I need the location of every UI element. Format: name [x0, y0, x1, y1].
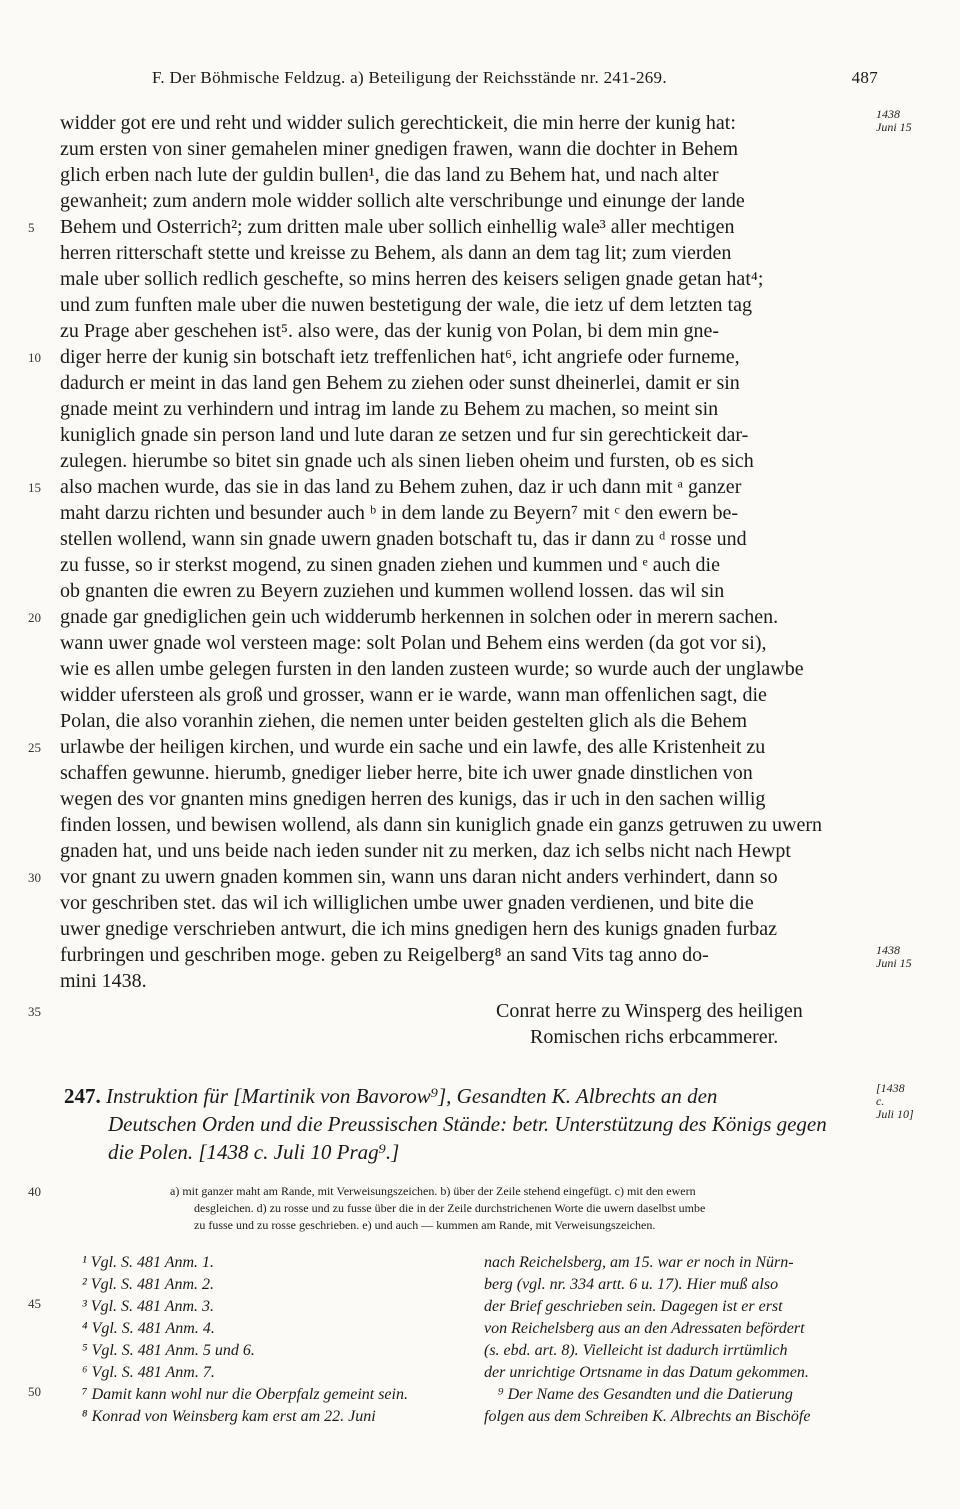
- apparatus-line: desgleichen. d) zu rosse und zu fusse über die in der Zeile durchstrichenen Worte die uwern daselbst umbe: [194, 1201, 706, 1215]
- page-number: 487: [851, 68, 878, 87]
- text-line: widder ufersteen als groß und grosser, wann er ie warde, wann man offenlichen sagt, die: [60, 684, 767, 706]
- text-line: wegen des vor gnanten mins gnedigen herren des kunigs, das ir uch in den sachen willig: [60, 788, 766, 810]
- footnote: ¹ Vgl. S. 481 Anm. 1.: [82, 1254, 215, 1271]
- text-line: uwer gnedige verschrieben antwurt, die ich mins gnedigen hern des kunigs gnaden furbaz: [60, 918, 777, 940]
- text-line: gnade gar gnediglichen gein uch widderumb herkennen in solchen oder in merern sachen.: [60, 606, 779, 628]
- footnote: der Brief geschrieben sein. Dagegen ist er erst: [484, 1298, 783, 1315]
- text-line: vor gnant zu uwern gnaden kommen sin, wann uns daran nicht anders verhindert, dann so: [60, 866, 778, 888]
- margin-date-note: [876, 108, 946, 134]
- text-line: gnaden hat, und uns beide nach ieden sunder nit zu merken, daz ich selbs nicht nach Hewpt: [60, 840, 791, 862]
- line-number: 25: [28, 740, 41, 755]
- footnote: ⁹ Der Name des Gesandten und die Datierung: [498, 1386, 793, 1403]
- text-line: Polan, die also voranhin ziehen, die nemen unter beiden gestelten glich als die Behem: [60, 710, 748, 732]
- text-line: kuniglich gnade sin person land und lute daran ze setzen und fur sin gerechtickeit dar-: [60, 424, 749, 446]
- text-line: maht darzu richten und besunder auch ᵇ in dem lande zu Beyern⁷ mit ᶜ den ewern be-: [60, 502, 739, 524]
- margin-date: Juli 10]: [876, 1107, 914, 1121]
- running-header: [60, 68, 940, 94]
- text-line: dadurch er meint in das land gen Behem zu ziehen oder sunst dheinerlei, damit er sin: [60, 372, 740, 394]
- text-line: wie es allen umbe gelegen fursten in den landen zusteen wurde; so wurde auch der unglawbe: [60, 658, 804, 680]
- margin-date: Juni 15: [876, 120, 912, 134]
- footnote: ² Vgl. S. 481 Anm. 2.: [82, 1276, 215, 1293]
- text-line: gewanheit; zum andern mole widder sollich alte verschribunge und einunge der lande: [60, 190, 745, 212]
- text-line: stellen wollend, wann sin gnade uwern gnaden botschaft tu, das ir dann zu ᵈ rosse und: [60, 528, 747, 550]
- text-line: wann uwer gnade wol versteen mage: solt Polan und Behem eins werden (da got vor si),: [60, 632, 767, 654]
- line-number: 45: [28, 1296, 41, 1311]
- apparatus-line: a) mit ganzer maht am Rande, mit Verweisungszeichen. b) über der Zeile stehend eingefügt. c) mit den ewern: [170, 1184, 696, 1198]
- line-number: 10: [28, 350, 41, 365]
- footnote: ⁸ Konrad von Weinsberg kam erst am 22. Juni: [82, 1408, 376, 1425]
- text-line: urlawbe der heiligen kirchen, und wurde ein sache und ein lawfe, des alle Kristenheit zu: [60, 736, 766, 758]
- text-line: und zum funften male uber die nuwen bestetigung der wale, die ietz uf dem letzten tag: [60, 294, 752, 316]
- footnote: berg (vgl. nr. 334 artt. 6 u. 17). Hier muß also: [484, 1276, 779, 1293]
- margin-date-note: [876, 944, 946, 970]
- text-line: zulegen. hierumbe so bitet sin gnade uch als sinen lieben oheim und fursten, ob es sich: [60, 450, 754, 472]
- footnote: ⁴ Vgl. S. 481 Anm. 4.: [82, 1320, 215, 1337]
- apparatus-line: zu fusse und zu rosse geschrieben. e) und auch — kummen am Rande, mit Verweisungszeichen.: [194, 1218, 656, 1232]
- footnote: ⁷ Damit kann wohl nur die Oberpfalz gemeint sein.: [82, 1386, 408, 1403]
- text-line: mini 1438.: [60, 970, 147, 992]
- regest-line-3: die Polen. [1438 c. Juli 10 Prag⁹.]: [108, 1140, 400, 1164]
- margin-date: Juni 15: [876, 956, 912, 970]
- text-line: Behem und Osterrich²; zum dritten male uber sollich einhellig wale³ aller mechtigen: [60, 216, 735, 238]
- margin-date-note: [876, 1082, 946, 1121]
- text-line: furbringen und geschriben moge. geben zu Reigelberg⁸ an sand Vits tag anno do-: [60, 944, 709, 966]
- signature-line-2: Romischen richs erbcammerer.: [530, 1026, 779, 1048]
- margin-c: c.: [876, 1094, 885, 1108]
- footnote: ⁵ Vgl. S. 481 Anm. 5 und 6.: [82, 1342, 255, 1359]
- regest-number: 247.: [64, 1084, 101, 1108]
- text-line: male uber sollich redlich geschefte, so mins herren des keisers seligen gnade getan hat⁴;: [60, 268, 764, 290]
- text-line: widder got ere und reht und widder sulich gerechtickeit, die min herre der kunig hat:: [60, 112, 736, 134]
- text-line: zu Prage aber geschehen ist⁵. also were, das der kunig von Polan, bi dem min gne-: [60, 320, 720, 342]
- text-line: herren ritterschaft stette und kreisse zu Behem, als dann an dem tag lit; zum vierden: [60, 242, 732, 264]
- text-line: ob gnanten die ewren zu Beyern zuziehen und kummen wollend lossen. das wil sin: [60, 580, 725, 602]
- margin-year: 1438: [876, 107, 900, 121]
- signature-line-1: Conrat herre zu Winsperg des heiligen: [496, 1000, 803, 1022]
- regest-text: Instruktion für [Martinik von Bavorow⁹], Gesandten K. Albrechts an den: [106, 1084, 718, 1108]
- line-number: 35: [28, 1004, 41, 1019]
- line-number: 30: [28, 870, 41, 885]
- line-number: 20: [28, 610, 41, 625]
- text-line: zu fusse, so ir sterkst mogend, zu sinen gnaden ziehen und kummen und ᵉ auch die: [60, 554, 720, 576]
- line-number: 15: [28, 480, 41, 495]
- text-line: glich erben nach lute der guldin bullen¹, die das land zu Behem hat, und nach alter: [60, 164, 719, 186]
- line-number: 5: [28, 220, 35, 235]
- text-line: vor geschriben stet. das wil ich williglichen umbe uwer gnaden verdienen, und bite die: [60, 892, 754, 914]
- text-line: schaffen gewunne. hierumb, gnediger lieber herre, bite ich uwer gnade dinstlichen von: [60, 762, 753, 784]
- text-line: zum ersten von siner gemahelen miner gnedigen frawen, wann die dochter in Behem: [60, 138, 739, 160]
- text-line: also machen wurde, das sie in das land zu Behem zuhen, daz ir uch dann mit ᵃ ganzer: [60, 476, 742, 498]
- footnote: von Reichelsberg aus an den Adressaten befördert: [484, 1320, 805, 1337]
- text-line: gnade meint zu verhindern und intrag im lande zu Behem zu machen, so meint sin: [60, 398, 719, 420]
- line-number: 40: [28, 1184, 41, 1199]
- regest-line-2: Deutschen Orden und die Preussischen Stände: betr. Unterstützung des Königs gegen: [108, 1112, 827, 1136]
- footnote: ³ Vgl. S. 481 Anm. 3.: [82, 1298, 215, 1315]
- footnote: ⁶ Vgl. S. 481 Anm. 7.: [82, 1364, 215, 1381]
- footnote: nach Reichelsberg, am 15. war er noch in Nürn-: [484, 1254, 794, 1271]
- footnote: folgen aus dem Schreiben K. Albrechts an Bischöfe: [484, 1408, 811, 1425]
- text-line: diger herre der kunig sin botschaft ietz treffenlichen hat⁶, icht angriefe oder furneme,: [60, 346, 740, 368]
- line-number: 50: [28, 1384, 41, 1399]
- footnote: der unrichtige Ortsname in das Datum gekommen.: [484, 1364, 809, 1381]
- regest-line-1: [64, 1084, 717, 1109]
- margin-year: [1438: [876, 1081, 905, 1095]
- footnote: (s. ebd. art. 8). Vielleicht ist dadurch irrtümlich: [484, 1342, 788, 1359]
- header-title: F. Der Böhmische Feldzug. a) Beteiligung der Reichsstände nr. 241-269.: [152, 68, 667, 87]
- margin-year: 1438: [876, 943, 900, 957]
- text-line: finden lossen, und bewisen wollend, als dann sin kuniglich gnade ein ganzs getruwen zu uwern: [60, 814, 823, 836]
